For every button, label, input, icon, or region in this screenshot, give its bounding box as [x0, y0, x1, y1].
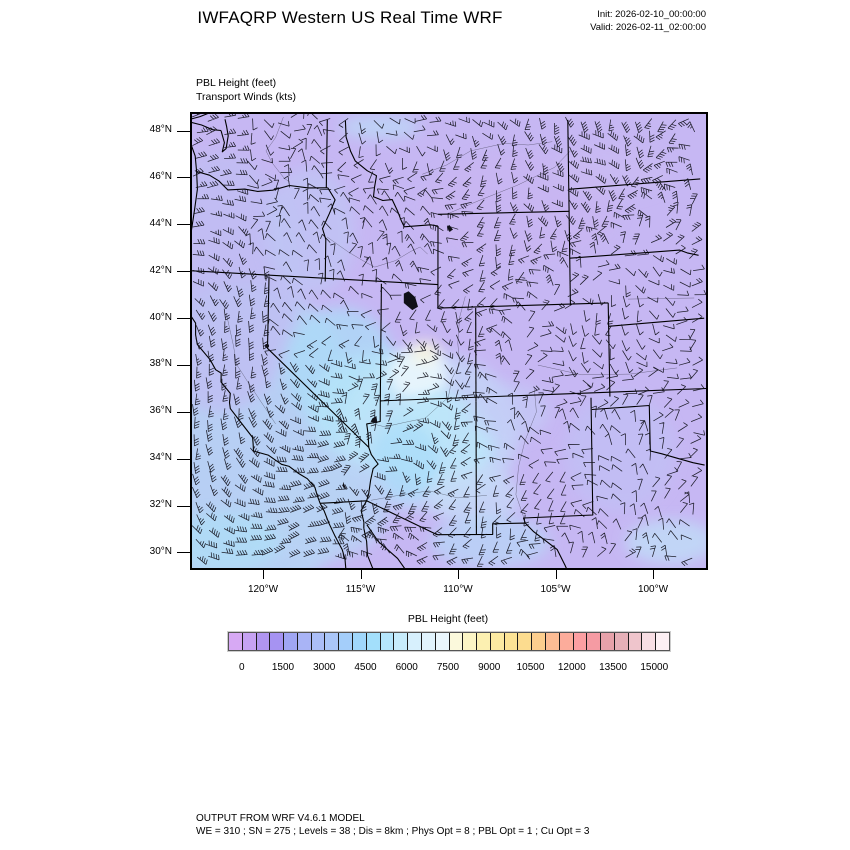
colorbar-tick-label: 1500 [271, 662, 295, 673]
lon-tick [556, 570, 557, 579]
lat-tick-label: 30°N [149, 545, 172, 557]
colorbar-cell [284, 633, 298, 650]
lon-tick-label: 110°W [443, 584, 473, 595]
lat-tick [177, 412, 190, 413]
colorbar-cell [450, 633, 464, 650]
field-label-pbl: PBL Height (feet) [196, 77, 277, 89]
lat-tick [177, 224, 190, 225]
colorbar-tick-label: 3000 [313, 662, 336, 673]
lon-tick-label: 105°W [540, 584, 571, 595]
colorbar-cell [436, 633, 450, 650]
footer-model-line: OUTPUT FROM WRF V4.6.1 MODEL [196, 813, 365, 824]
colorbar-cell [381, 633, 395, 650]
lat-tick [177, 177, 190, 178]
colorbar-cell [270, 633, 284, 650]
field-labels [196, 77, 296, 104]
colorbar-cell [229, 633, 243, 650]
lat-tick-label: 36°N [149, 405, 172, 417]
colorbar-cell [243, 633, 257, 650]
colorbar-cell [546, 633, 560, 650]
colorbar-cell [587, 633, 601, 650]
colorbar-cell [491, 633, 505, 650]
colorbar-cell [408, 633, 422, 650]
lat-tick [177, 459, 190, 460]
colorbar-cell [422, 633, 436, 650]
lon-tick [653, 570, 654, 579]
wrf-map [190, 112, 708, 570]
colorbar-title: PBL Height (feet) [407, 613, 489, 625]
lon-tick [458, 570, 459, 579]
colorbar-cell [339, 633, 353, 650]
footer-config-line: WE = 310 ; SN = 275 ; Levels = 38 ; Dis = 8km ; Phys Opt = 8 ; PBL Opt = 1 ; Cu Opt = 3 [196, 826, 590, 837]
lat-tick-label: 44°N [149, 217, 172, 229]
lat-tick [177, 271, 190, 272]
lat-tick [177, 318, 190, 319]
colorbar-cell [353, 633, 367, 650]
colorbar-cell [298, 633, 312, 650]
footer [196, 812, 589, 838]
colorbar-cell [325, 633, 339, 650]
colorbar-tick-label: 12000 [557, 662, 586, 673]
init-time: Init: 2026-02-10_00:00:00 [597, 9, 706, 20]
colorbar [228, 632, 670, 651]
colorbar-cell [642, 633, 656, 650]
map-figure [190, 112, 708, 570]
lat-tick-label: 48°N [149, 124, 172, 135]
colorbar-tick-label: 9000 [478, 662, 501, 673]
lat-tick [177, 365, 190, 366]
colorbar-cell [257, 633, 271, 650]
colorbar-cell [394, 633, 408, 650]
colorbar-tick-label: 15000 [640, 662, 669, 673]
colorbar-tick-label: 7500 [436, 662, 460, 673]
lat-tick-label: 46°N [149, 170, 172, 182]
lat-tick [177, 131, 190, 132]
valid-time: Valid: 2026-02-11_02:00:00 [590, 22, 706, 33]
lat-tick-label: 34°N [149, 452, 172, 464]
lon-tick [263, 570, 264, 579]
colorbar-cell [367, 633, 381, 650]
colorbar-cell [560, 633, 574, 650]
colorbar-cell [629, 633, 643, 650]
colorbar-cell [574, 633, 588, 650]
lat-tick-label: 40°N [149, 311, 172, 323]
lon-tick-label: 100°W [637, 584, 669, 595]
colorbar-tick-label: 6000 [395, 662, 418, 673]
colorbar-cell [312, 633, 326, 650]
colorbar-cell [615, 633, 629, 650]
lat-tick-label: 32°N [149, 499, 172, 511]
colorbar-tick-label: 10500 [516, 662, 545, 673]
colorbar-cell [518, 633, 532, 650]
lon-tick-label: 115°W [345, 584, 376, 595]
page-title: IWFAQRP Western US Real Time WRF [197, 8, 503, 27]
colorbar-cell [532, 633, 546, 650]
colorbar-cell [477, 633, 491, 650]
lon-tick [361, 570, 362, 579]
lat-tick [177, 506, 190, 507]
colorbar-tick-label: 13500 [599, 662, 627, 673]
colorbar-cell [463, 633, 477, 650]
colorbar-tick-label: 4500 [354, 662, 377, 673]
lon-tick-label: 120°W [247, 584, 279, 595]
field-label-winds: Transport Winds (kts) [196, 90, 296, 103]
colorbar-cell [601, 633, 615, 650]
colorbar-cell [656, 633, 669, 650]
lat-tick [177, 552, 190, 553]
lat-tick-label: 42°N [149, 264, 172, 276]
colorbar-tick-label: 0 [238, 662, 245, 673]
model-time-block [500, 8, 706, 34]
lat-tick-label: 38°N [149, 358, 172, 370]
colorbar-cell [505, 633, 519, 650]
